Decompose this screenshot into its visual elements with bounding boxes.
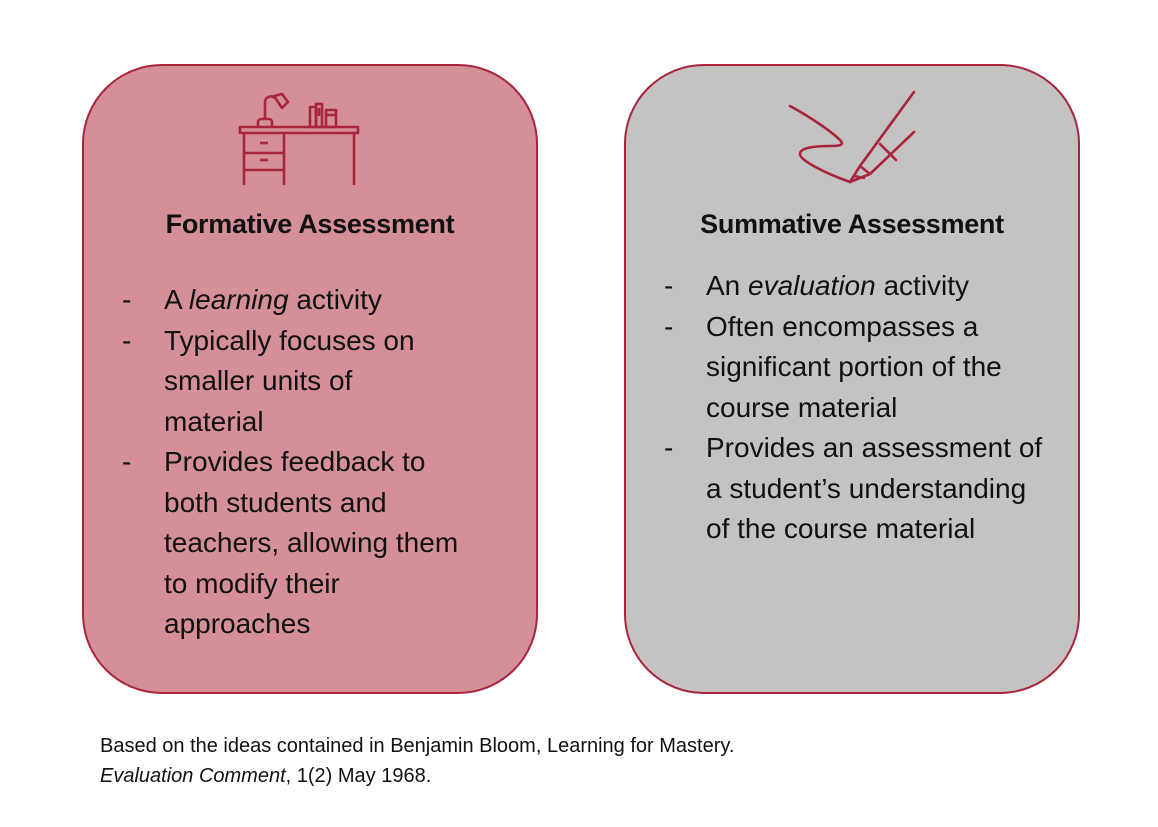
citation-line-1: Based on the ideas contained in Benjamin Bloom, Learning for Mastery. [100,735,735,757]
formative-card [82,64,538,694]
formative-title: Formative Assessment [165,209,455,239]
citation-line-2: Evaluation Comment, 1(2) May 1968. [100,765,432,787]
pen-signature-icon [782,88,922,186]
formative-bullet: - Typically focuses on smaller units of material [122,321,454,443]
summative-title: Summative Assessment [700,209,1004,239]
formative-bullet-list [122,280,482,645]
citation-caption [100,731,734,791]
summative-bullet: - Provides an assessment of a student’s understanding of the course material [664,428,1046,550]
summative-bullet: - An evaluation activity [664,266,1044,307]
formative-bullet: - A learning activity [122,280,482,321]
summative-bullet: - Often encompasses a significant portion of the course material [664,307,1006,429]
formative-bullet: - Provides feedback to both students and teachers, allowing them to modify their approaches [122,442,484,645]
summative-bullet-list [664,266,1044,550]
summative-card [624,64,1080,694]
desk-with-lamp-icon [238,90,360,186]
